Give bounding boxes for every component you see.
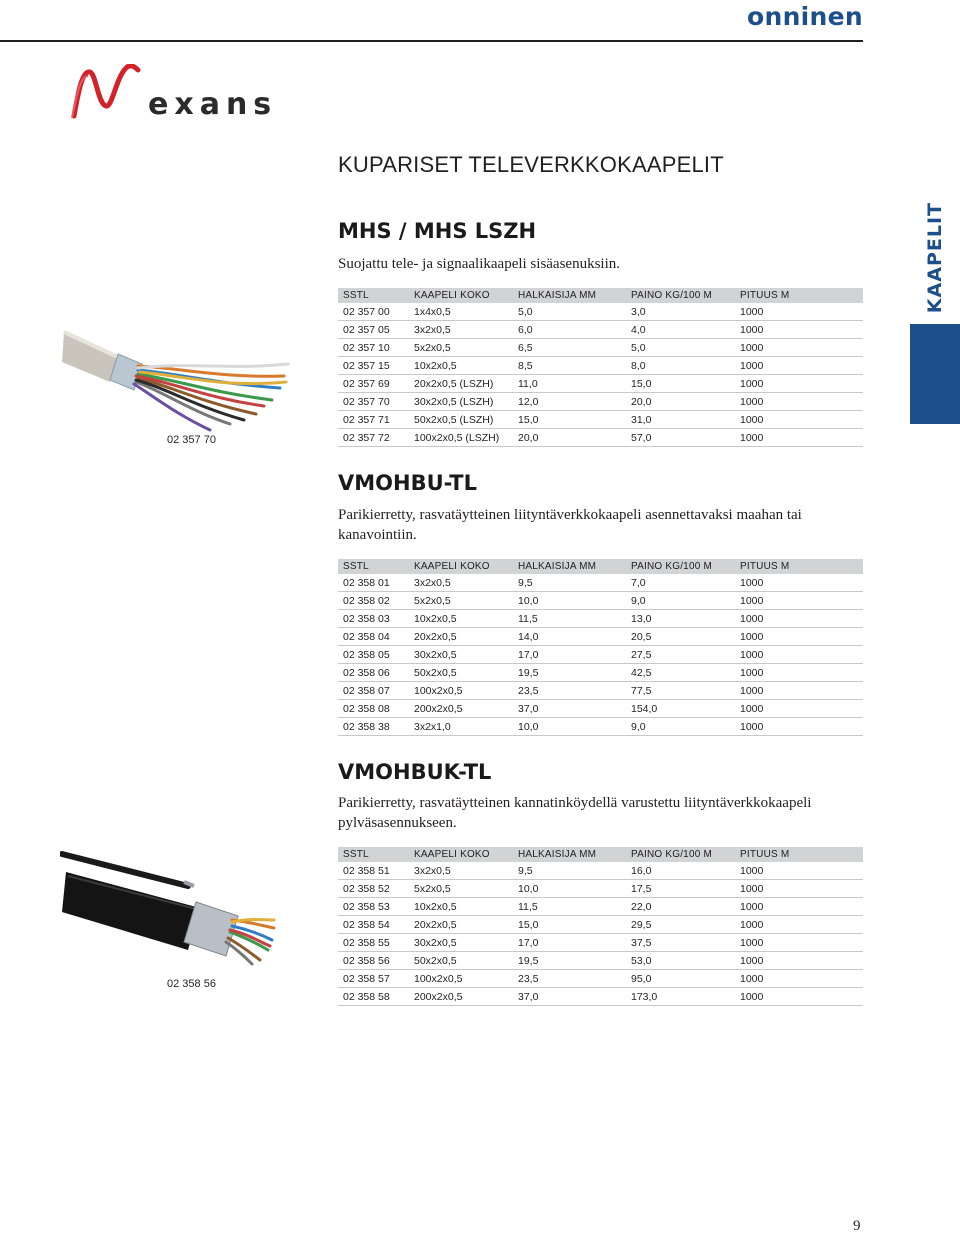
cell-weight: 31,0 <box>626 411 735 429</box>
cell-diameter: 23,5 <box>513 970 626 988</box>
cell-weight: 29,5 <box>626 916 735 934</box>
cell-cable-size: 20x2x0,5 <box>409 628 513 646</box>
side-tab-label: KAAPELIT <box>924 202 946 314</box>
col-cable-size: KAAPELI KOKO <box>409 847 513 862</box>
cell-weight: 9,0 <box>626 592 735 610</box>
cell-sstl: 02 358 03 <box>338 610 409 628</box>
table-row <box>338 375 863 393</box>
cell-sstl: 02 358 08 <box>338 700 409 718</box>
cell-weight: 20,5 <box>626 628 735 646</box>
cell-weight: 173,0 <box>626 988 735 1006</box>
cell-cable-size: 100x2x0,5 <box>409 682 513 700</box>
cell-weight: 27,5 <box>626 646 735 664</box>
cell-length: 1000 <box>735 646 863 664</box>
cell-length: 1000 <box>735 988 863 1006</box>
image-caption-vmohbuk: 02 358 56 <box>167 978 216 990</box>
cell-length: 1000 <box>735 574 863 592</box>
section-title-vmohbu: VMOHBU-TL <box>338 471 477 495</box>
cell-weight: 15,0 <box>626 375 735 393</box>
table-row <box>338 682 863 700</box>
col-cable-size: KAAPELI KOKO <box>409 559 513 574</box>
section-desc-mhs: Suojattu tele- ja signaalikaapeli sisäasenuksiin. <box>338 256 621 272</box>
cell-sstl: 02 357 05 <box>338 321 409 339</box>
cell-diameter: 11,5 <box>513 898 626 916</box>
table-row <box>338 610 863 628</box>
cell-length: 1000 <box>735 682 863 700</box>
cell-sstl: 02 357 10 <box>338 339 409 357</box>
cell-length: 1000 <box>735 411 863 429</box>
cell-cable-size: 10x2x0,5 <box>409 898 513 916</box>
cell-diameter: 12,0 <box>513 393 626 411</box>
cell-diameter: 20,0 <box>513 429 626 447</box>
cell-sstl: 02 357 69 <box>338 375 409 393</box>
cell-length: 1000 <box>735 970 863 988</box>
cell-diameter: 19,5 <box>513 664 626 682</box>
cell-diameter: 11,0 <box>513 375 626 393</box>
table-row <box>338 664 863 682</box>
table-row <box>338 988 863 1006</box>
table-body <box>338 862 863 1006</box>
cell-cable-size: 1x4x0,5 <box>409 303 513 321</box>
table-header-row <box>338 288 863 303</box>
cell-weight: 4,0 <box>626 321 735 339</box>
cell-weight: 9,0 <box>626 718 735 736</box>
cell-diameter: 11,5 <box>513 610 626 628</box>
col-diameter: HALKAISIJA MM <box>513 288 626 303</box>
cell-weight: 7,0 <box>626 574 735 592</box>
cell-sstl: 02 358 07 <box>338 682 409 700</box>
col-sstl: SSTL <box>338 288 409 303</box>
col-sstl: SSTL <box>338 847 409 862</box>
cell-sstl: 02 358 58 <box>338 988 409 1006</box>
table-row <box>338 592 863 610</box>
cell-weight: 5,0 <box>626 339 735 357</box>
cell-length: 1000 <box>735 610 863 628</box>
table-row <box>338 934 863 952</box>
cell-length: 1000 <box>735 592 863 610</box>
cell-cable-size: 3x2x1,0 <box>409 718 513 736</box>
cell-weight: 16,0 <box>626 862 735 880</box>
table-row <box>338 339 863 357</box>
cell-length: 1000 <box>735 862 863 880</box>
cell-length: 1000 <box>735 393 863 411</box>
cell-cable-size: 3x2x0,5 <box>409 862 513 880</box>
cell-sstl: 02 358 53 <box>338 898 409 916</box>
cell-length: 1000 <box>735 718 863 736</box>
cell-weight: 42,5 <box>626 664 735 682</box>
page-title: KUPARISET TELEVERKKOKAAPELIT <box>338 152 724 177</box>
table-body <box>338 574 863 736</box>
cell-weight: 3,0 <box>626 303 735 321</box>
cell-diameter: 14,0 <box>513 628 626 646</box>
cell-sstl: 02 358 06 <box>338 664 409 682</box>
cell-weight: 17,5 <box>626 880 735 898</box>
table-header-row <box>338 559 863 574</box>
cell-sstl: 02 358 52 <box>338 880 409 898</box>
cell-weight: 53,0 <box>626 952 735 970</box>
table-row <box>338 574 863 592</box>
vmohbuk-cable-image <box>60 850 278 970</box>
cell-sstl: 02 358 57 <box>338 970 409 988</box>
cell-cable-size: 50x2x0,5 <box>409 952 513 970</box>
col-cable-size: KAAPELI KOKO <box>409 288 513 303</box>
cell-diameter: 8,5 <box>513 357 626 375</box>
cell-sstl: 02 358 54 <box>338 916 409 934</box>
cell-diameter: 10,0 <box>513 718 626 736</box>
cell-diameter: 37,0 <box>513 700 626 718</box>
cell-weight: 77,5 <box>626 682 735 700</box>
cell-length: 1000 <box>735 880 863 898</box>
table-row <box>338 718 863 736</box>
cell-weight: 57,0 <box>626 429 735 447</box>
cell-length: 1000 <box>735 664 863 682</box>
table-row <box>338 628 863 646</box>
cell-diameter: 15,0 <box>513 411 626 429</box>
table-header-row <box>338 847 863 862</box>
cell-sstl: 02 358 38 <box>338 718 409 736</box>
cell-cable-size: 5x2x0,5 <box>409 880 513 898</box>
cell-weight: 37,5 <box>626 934 735 952</box>
cell-sstl: 02 357 00 <box>338 303 409 321</box>
cell-cable-size: 10x2x0,5 <box>409 357 513 375</box>
cell-weight: 154,0 <box>626 700 735 718</box>
spec-table-vmohbuk <box>338 847 863 1006</box>
cell-diameter: 5,0 <box>513 303 626 321</box>
cell-sstl: 02 358 56 <box>338 952 409 970</box>
cell-cable-size: 3x2x0,5 <box>409 574 513 592</box>
cell-length: 1000 <box>735 321 863 339</box>
section-title-mhs: MHS / MHS LSZH <box>338 219 537 243</box>
col-weight: PAINO KG/100 M <box>626 559 735 574</box>
table-row <box>338 862 863 880</box>
table-row <box>338 411 863 429</box>
cell-sstl: 02 358 02 <box>338 592 409 610</box>
cell-length: 1000 <box>735 628 863 646</box>
table-row <box>338 700 863 718</box>
cell-length: 1000 <box>735 429 863 447</box>
table-row <box>338 880 863 898</box>
cell-cable-size: 20x2x0,5 (LSZH) <box>409 375 513 393</box>
table-row <box>338 970 863 988</box>
col-sstl: SSTL <box>338 559 409 574</box>
cell-length: 1000 <box>735 339 863 357</box>
cell-length: 1000 <box>735 303 863 321</box>
table-row <box>338 303 863 321</box>
cell-cable-size: 50x2x0,5 <box>409 664 513 682</box>
header-divider <box>0 40 863 42</box>
page-number: 9 <box>853 1218 861 1234</box>
cell-sstl: 02 357 70 <box>338 393 409 411</box>
cell-diameter: 6,0 <box>513 321 626 339</box>
table-body <box>338 303 863 447</box>
col-length: PITUUS M <box>735 288 863 303</box>
cell-length: 1000 <box>735 916 863 934</box>
spec-table-mhs <box>338 288 863 447</box>
onninen-logo: onninen <box>747 2 863 31</box>
cell-diameter: 17,0 <box>513 646 626 664</box>
mhs-cable-image <box>60 318 292 436</box>
col-weight: PAINO KG/100 M <box>626 847 735 862</box>
cell-diameter: 10,0 <box>513 592 626 610</box>
col-length: PITUUS M <box>735 559 863 574</box>
cell-length: 1000 <box>735 700 863 718</box>
cell-diameter: 19,5 <box>513 952 626 970</box>
cell-cable-size: 20x2x0,5 <box>409 916 513 934</box>
cell-diameter: 23,5 <box>513 682 626 700</box>
cell-weight: 8,0 <box>626 357 735 375</box>
cell-diameter: 15,0 <box>513 916 626 934</box>
section-desc-vmohbuk: Parikierretty, rasvatäytteinen kannatinköydellä varustettu liityntäverkkokaapeli pylväsasennukseen. <box>338 795 812 831</box>
col-length: PITUUS M <box>735 847 863 862</box>
cell-cable-size: 50x2x0,5 (LSZH) <box>409 411 513 429</box>
cell-diameter: 9,5 <box>513 862 626 880</box>
cell-cable-size: 30x2x0,5 (LSZH) <box>409 393 513 411</box>
cell-sstl: 02 357 71 <box>338 411 409 429</box>
col-diameter: HALKAISIJA MM <box>513 847 626 862</box>
cell-length: 1000 <box>735 934 863 952</box>
cell-length: 1000 <box>735 357 863 375</box>
side-tab-bar <box>910 324 960 424</box>
cell-cable-size: 200x2x0,5 <box>409 988 513 1006</box>
cell-sstl: 02 358 55 <box>338 934 409 952</box>
table-row <box>338 393 863 411</box>
cell-diameter: 10,0 <box>513 880 626 898</box>
table-row <box>338 429 863 447</box>
cell-cable-size: 100x2x0,5 <box>409 970 513 988</box>
cell-diameter: 37,0 <box>513 988 626 1006</box>
cell-cable-size: 200x2x0,5 <box>409 700 513 718</box>
col-diameter: HALKAISIJA MM <box>513 559 626 574</box>
cell-cable-size: 5x2x0,5 <box>409 592 513 610</box>
section-title-vmohbuk: VMOHBUK-TL <box>338 760 492 784</box>
table-row <box>338 916 863 934</box>
cell-cable-size: 3x2x0,5 <box>409 321 513 339</box>
cell-length: 1000 <box>735 375 863 393</box>
col-weight: PAINO KG/100 M <box>626 288 735 303</box>
cell-weight: 95,0 <box>626 970 735 988</box>
cell-length: 1000 <box>735 952 863 970</box>
cell-cable-size: 30x2x0,5 <box>409 934 513 952</box>
cell-sstl: 02 358 04 <box>338 628 409 646</box>
cell-sstl: 02 358 01 <box>338 574 409 592</box>
cell-diameter: 17,0 <box>513 934 626 952</box>
cell-cable-size: 5x2x0,5 <box>409 339 513 357</box>
nexans-logo-swoosh <box>74 66 138 116</box>
cell-sstl: 02 358 51 <box>338 862 409 880</box>
section-desc-vmohbu: Parikierretty, rasvatäytteinen liityntäverkkokaapeli asennettavaksi maahan tai kanavointiin. <box>338 507 802 543</box>
table-row <box>338 321 863 339</box>
nexans-logo-text: exans <box>148 87 278 122</box>
table-row <box>338 952 863 970</box>
spec-table-vmohbu <box>338 559 863 736</box>
cell-diameter: 6,5 <box>513 339 626 357</box>
cell-weight: 22,0 <box>626 898 735 916</box>
image-caption-mhs: 02 357 70 <box>167 434 216 446</box>
cell-weight: 20,0 <box>626 393 735 411</box>
table-row <box>338 898 863 916</box>
side-tab-label-wrap <box>910 196 960 320</box>
cell-sstl: 02 358 05 <box>338 646 409 664</box>
side-tab <box>910 196 960 424</box>
cell-cable-size: 10x2x0,5 <box>409 610 513 628</box>
table-row <box>338 357 863 375</box>
table-row <box>338 646 863 664</box>
nexans-logo <box>68 64 283 126</box>
cell-sstl: 02 357 72 <box>338 429 409 447</box>
cell-diameter: 9,5 <box>513 574 626 592</box>
cell-weight: 13,0 <box>626 610 735 628</box>
cell-cable-size: 30x2x0,5 <box>409 646 513 664</box>
cell-cable-size: 100x2x0,5 (LSZH) <box>409 429 513 447</box>
cell-sstl: 02 357 15 <box>338 357 409 375</box>
cell-length: 1000 <box>735 898 863 916</box>
